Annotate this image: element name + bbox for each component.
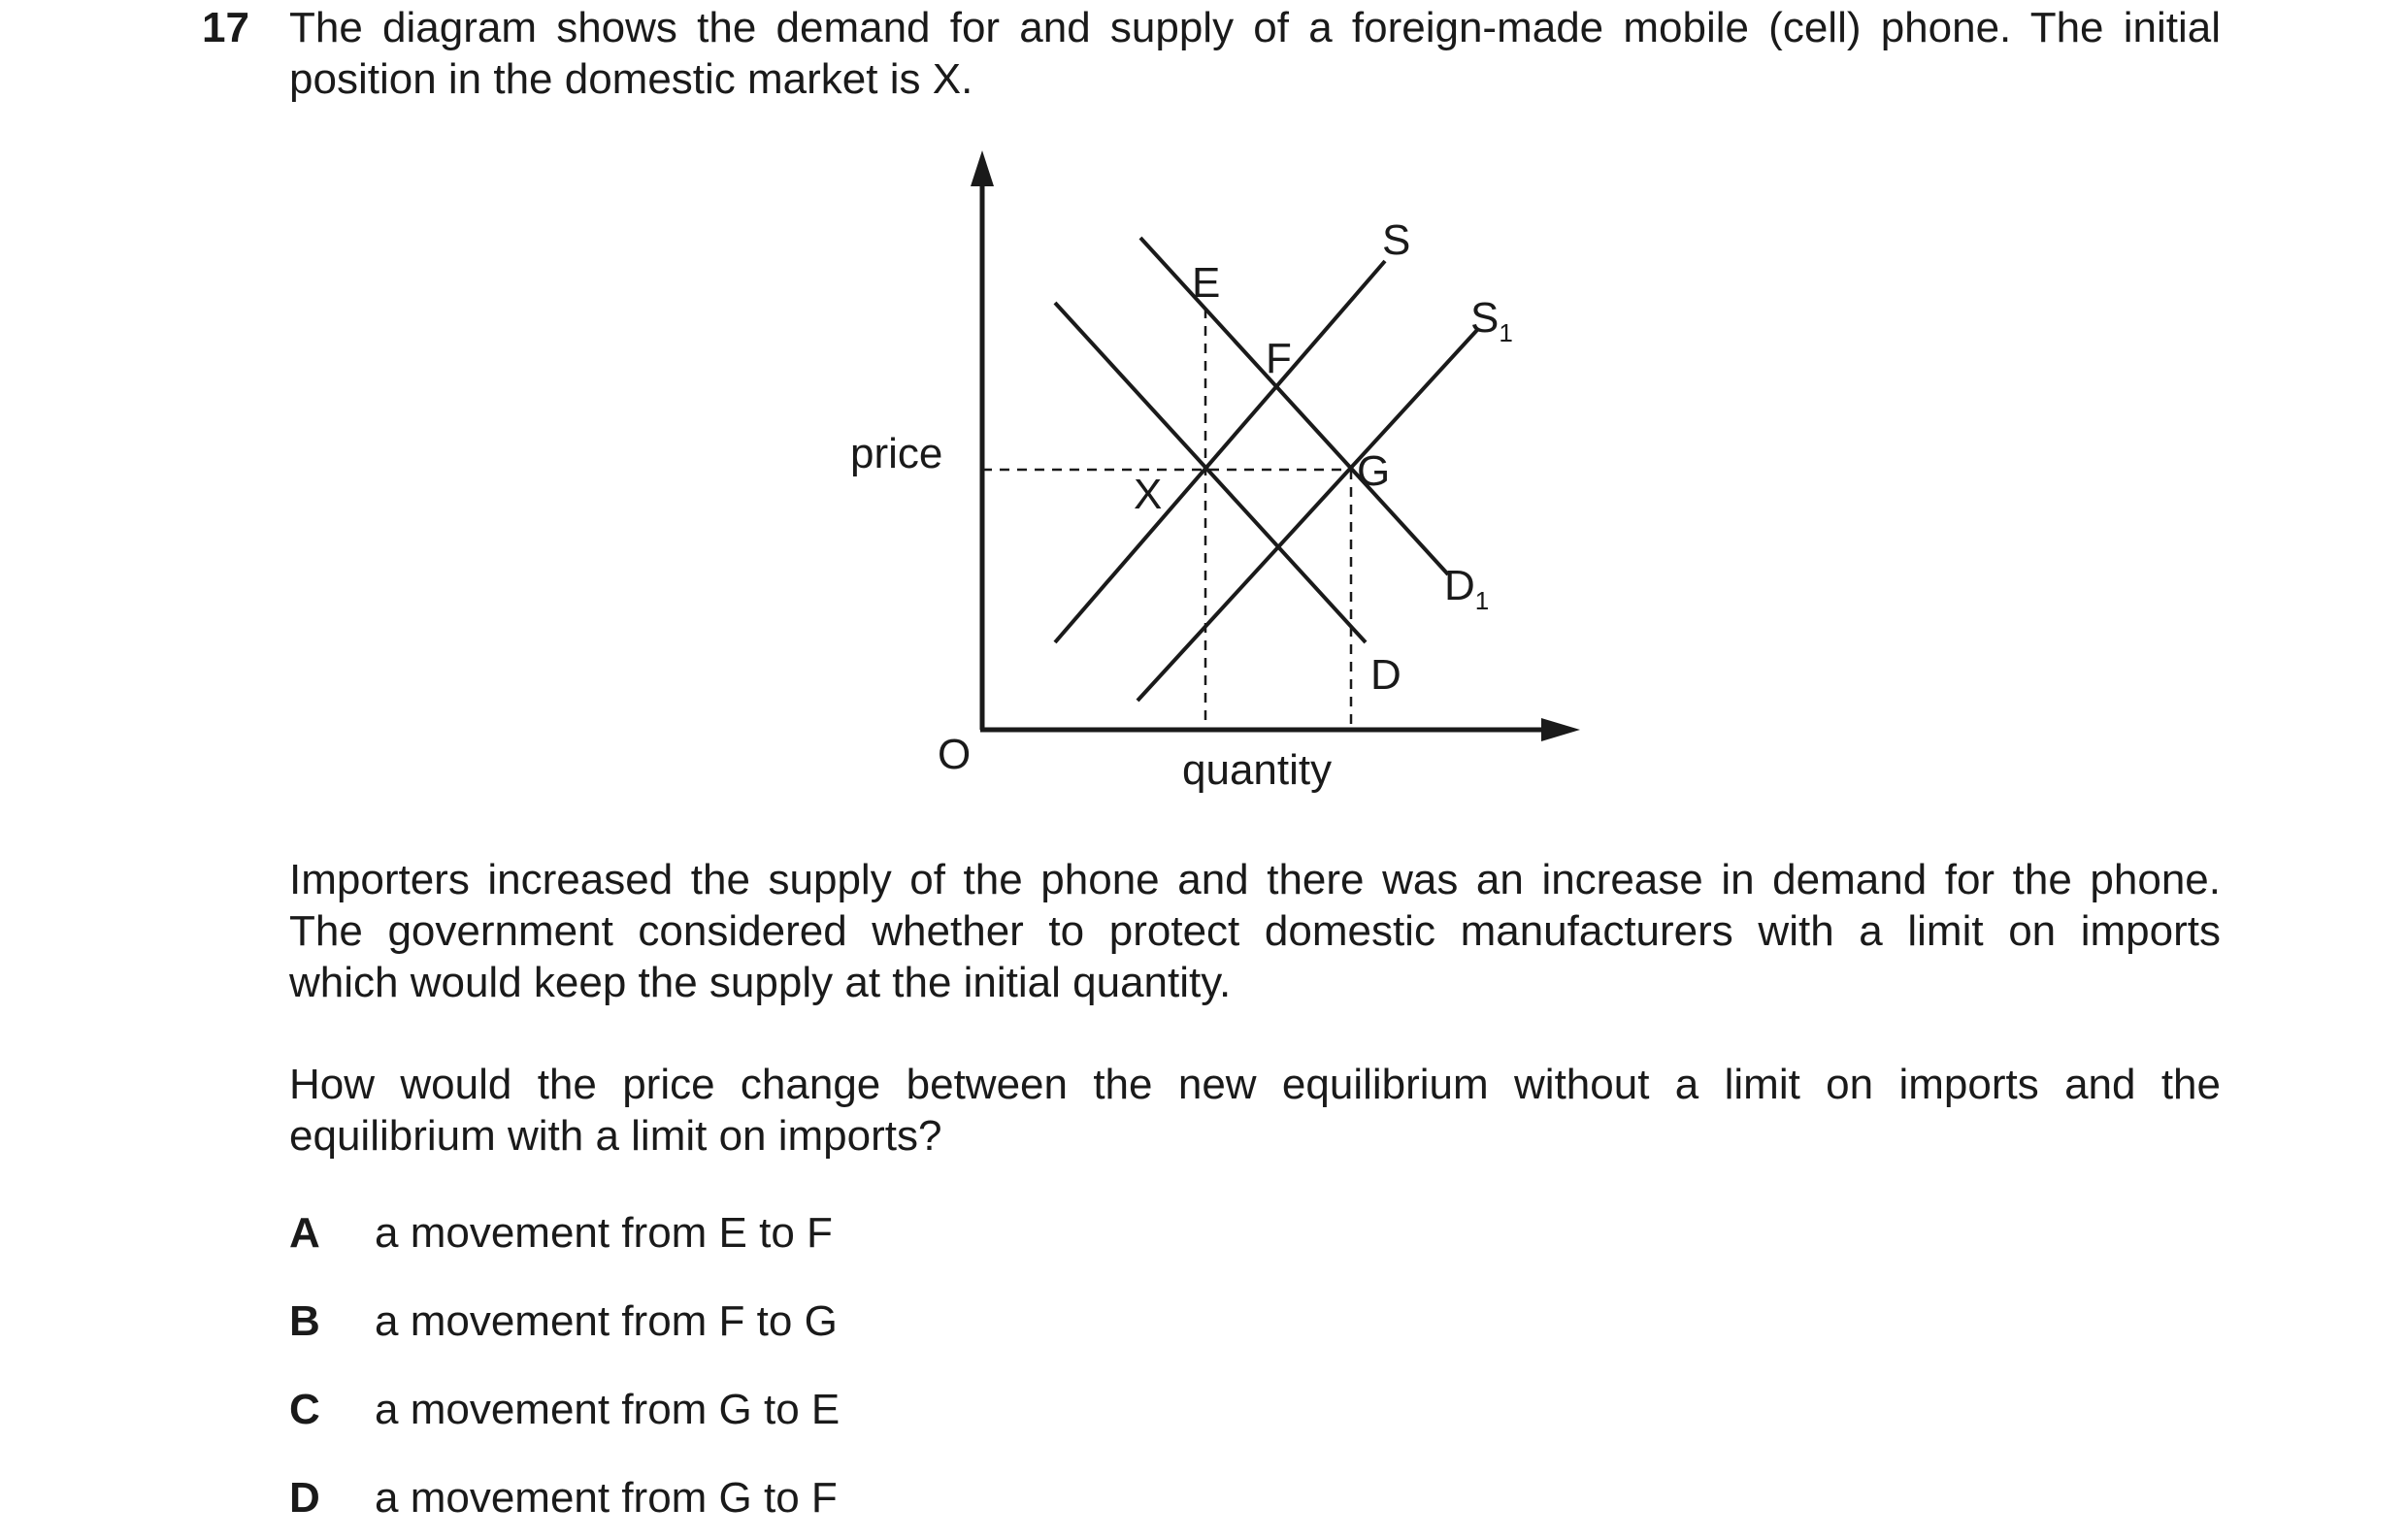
option-letter: D bbox=[289, 1474, 320, 1522]
option-text: a movement from E to F bbox=[375, 1209, 833, 1257]
supply-curve-s1 bbox=[1138, 330, 1477, 701]
question-prompt bbox=[289, 1059, 2221, 1162]
option-text: a movement from G to F bbox=[375, 1474, 838, 1522]
x-axis-arrow-icon bbox=[1541, 718, 1580, 741]
curve-label-d1-main: D bbox=[1444, 562, 1475, 609]
option-letter: C bbox=[289, 1386, 320, 1433]
curve-label-d1 bbox=[1444, 562, 1489, 615]
answer-option-b[interactable] bbox=[289, 1295, 838, 1347]
point-label-f: F bbox=[1266, 335, 1292, 382]
y-axis-label: price bbox=[850, 430, 943, 477]
answer-option-c[interactable] bbox=[289, 1384, 840, 1435]
option-letter: B bbox=[289, 1297, 320, 1345]
x-axis-label: quantity bbox=[1182, 746, 1333, 794]
paragraph-line: which would keep the supply at the initial quantity. bbox=[289, 959, 1232, 1006]
answer-option-d[interactable] bbox=[289, 1472, 838, 1524]
option-text: a movement from G to E bbox=[375, 1386, 841, 1433]
y-axis-arrow-icon bbox=[971, 150, 994, 186]
curve-label-s1-subscript: 1 bbox=[1499, 318, 1513, 347]
point-label-e: E bbox=[1192, 259, 1221, 307]
option-letter: A bbox=[289, 1209, 320, 1257]
curve-label-s: S bbox=[1382, 216, 1411, 264]
curve-label-d1-subscript: 1 bbox=[1474, 586, 1490, 615]
point-label-g: G bbox=[1357, 447, 1391, 495]
prompt-line: equilibrium with a limit on imports? bbox=[289, 1112, 942, 1160]
answer-option-a[interactable] bbox=[289, 1207, 833, 1259]
curve-label-s1-main: S bbox=[1470, 294, 1500, 342]
origin-label: O bbox=[938, 731, 972, 778]
option-text: a movement from F to G bbox=[375, 1297, 838, 1345]
paragraph-line: The government considered whether to protect domestic manufacturers with a limit on imports bbox=[289, 907, 2221, 955]
prompt-line: How would the price change between the new equilibrium without a limit on imports and the bbox=[289, 1061, 2221, 1108]
curve-label-d: D bbox=[1370, 651, 1401, 699]
demand-curve-d1 bbox=[1140, 238, 1448, 574]
intro-line: The diagram shows the demand for and supply of a foreign-made mobile (cell) phone. The initial bbox=[289, 4, 2221, 51]
intro-line: position in the domestic market is X. bbox=[289, 55, 973, 103]
paragraph-line: Importers increased the supply of the phone and there was an increase in demand for the phone. bbox=[289, 856, 2221, 903]
curve-label-s1 bbox=[1470, 294, 1513, 347]
question-paragraph-scenario bbox=[289, 854, 2221, 1008]
point-label-x: X bbox=[1134, 471, 1163, 518]
question-number: 17 bbox=[202, 4, 249, 51]
